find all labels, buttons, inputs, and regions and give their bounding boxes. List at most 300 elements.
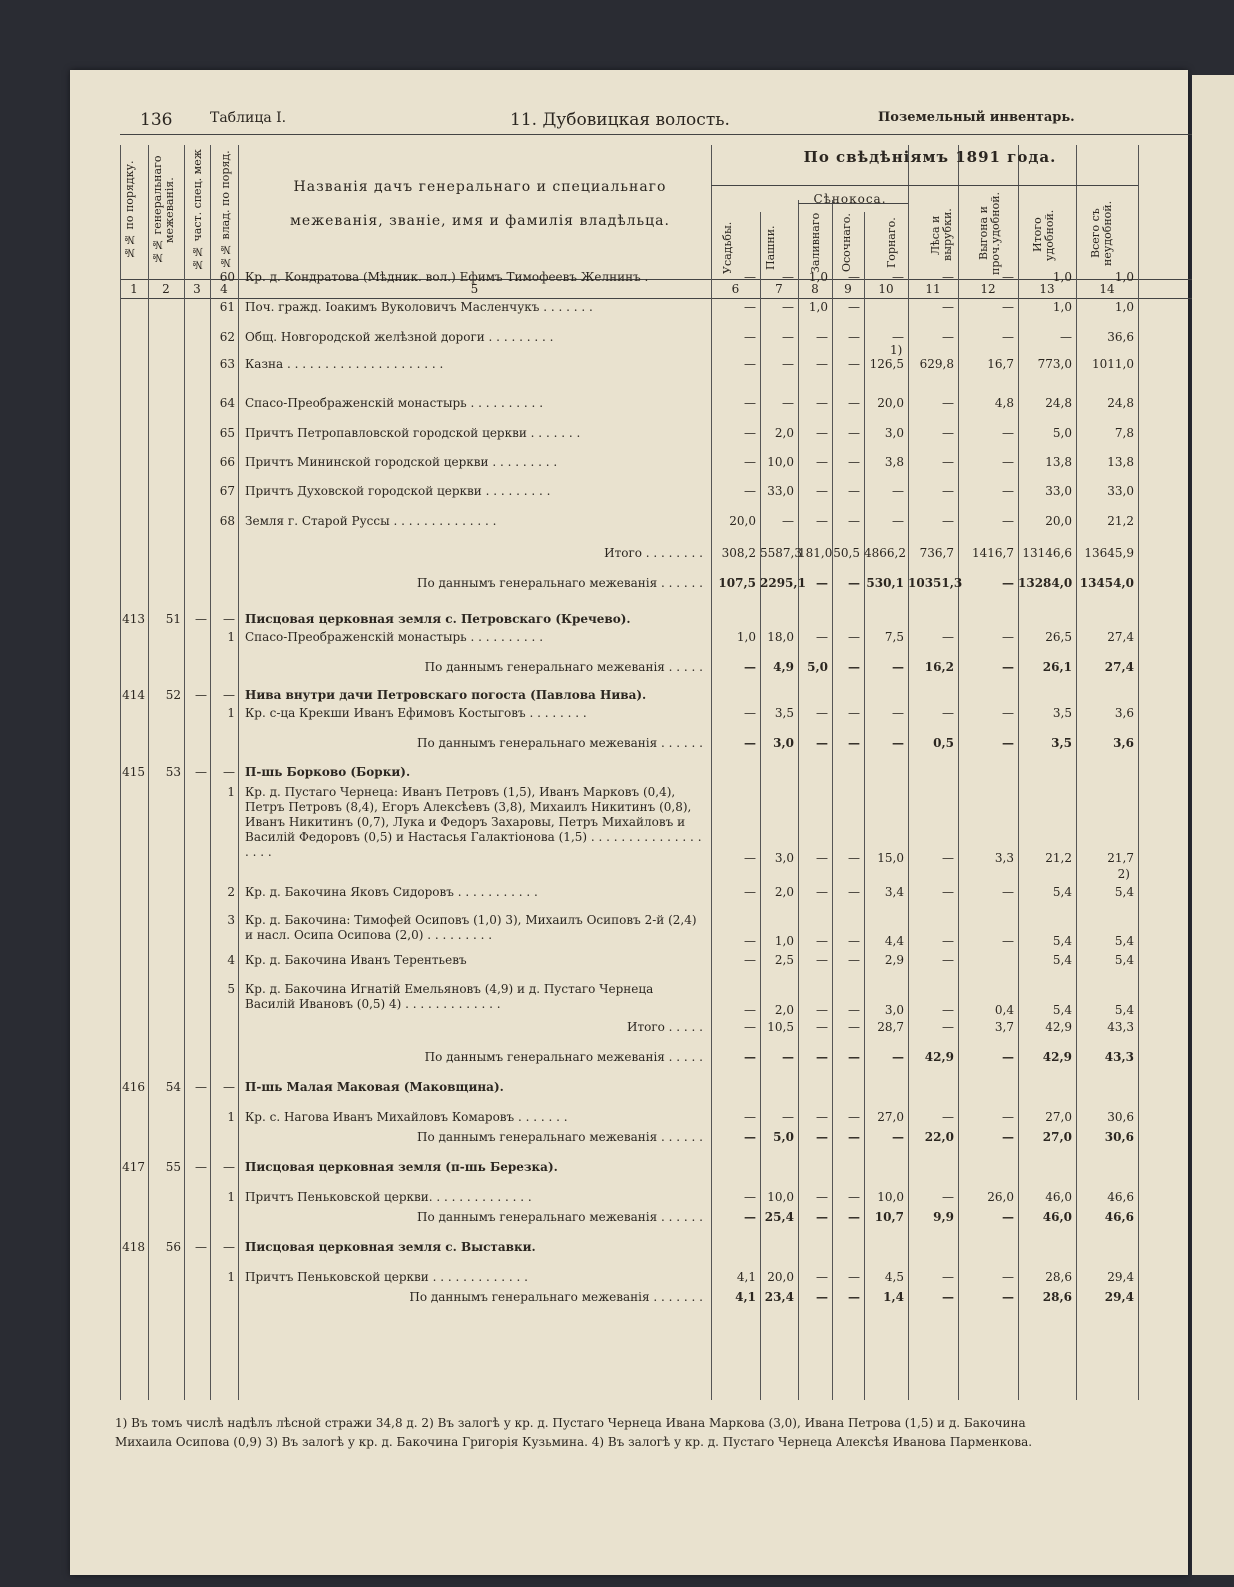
row-value: 2,0 (774, 1003, 794, 1017)
row-value: — (744, 1020, 756, 1034)
row-value: — (816, 706, 828, 720)
row-value: — (848, 1110, 860, 1124)
row-value: 33,0 (1045, 484, 1072, 498)
row-n4: 1 (227, 1110, 235, 1124)
row-n1: 413 (122, 612, 145, 626)
row-value: — (816, 1130, 828, 1144)
row-value: 2,5 (774, 953, 794, 967)
column-number: 6 (731, 282, 740, 296)
row-value: 7,5 (884, 630, 904, 644)
row-value: — (848, 660, 860, 674)
col-header-8: Заливнаго (809, 212, 822, 273)
row-value: — (1002, 514, 1014, 528)
column-line (1138, 145, 1139, 1400)
row-value: — (848, 1290, 860, 1304)
row-value: — (848, 514, 860, 528)
row-value: 308,2 (721, 546, 756, 560)
owner-name: Кр. д. Бакочина Яковъ Сидоровъ . . . . . . . . . . . (245, 885, 538, 899)
row-n3: — (195, 1160, 207, 1174)
summary-label: По даннымъ генеральнаго межеванія . . . . . . . (409, 1290, 703, 1304)
row-value: — (848, 736, 860, 750)
summary-label: По даннымъ генеральнаго межеванія . . . . . (424, 1050, 703, 1064)
owner-name: Причтъ Пеньковской церкви. . . . . . . . . . . . . . (245, 1190, 532, 1204)
row-n4: 62 (219, 330, 235, 344)
row-value: 24,8 (1045, 396, 1072, 410)
row-value: 30,6 (1104, 1130, 1134, 1144)
row-value: — (1002, 630, 1014, 644)
row-value: — (942, 1290, 954, 1304)
document-page (70, 70, 1188, 1575)
row-value: 10,0 (767, 1190, 794, 1204)
owner-name: Кр. д. Бакочина: Тимофей Осиповъ (1,0) 3), Михаилъ Осиповъ 2-й (2,4) и насл. Осипа Осипова (2,0) . . . . . . . . . (245, 913, 697, 942)
row-value: — (816, 426, 828, 440)
row-value: 20,0 (729, 514, 756, 528)
owner-name: Поч. гражд. Іоакимъ Вуколовичъ Масленчукъ . . . . . . . (245, 300, 593, 314)
footnote-line-2: Михаила Осипова (0,9) 3) Въ залогѣ у кр. д. Бакочина Григорія Кузьмина. 4) Въ залогѣ у кр. д. Пустаго Чернеца Алексѣя Иванова Парменкова. (115, 1435, 1033, 1449)
row-value: — (942, 455, 954, 469)
row-n2: 55 (165, 1160, 181, 1174)
row-n4: 4 (227, 953, 235, 967)
row-value: — (848, 357, 860, 371)
row-value: — (848, 1130, 860, 1144)
row-value: 5,0 (1052, 426, 1072, 440)
row-value: — (1002, 706, 1014, 720)
row-value: — (942, 630, 954, 644)
column-number-rule (120, 298, 1210, 299)
row-n2: 53 (165, 765, 181, 779)
section-title: П-шь Малая Маковая (Маковщина). (245, 1080, 504, 1094)
footnote-ref: 2) (1117, 867, 1130, 881)
row-value: — (816, 1020, 828, 1034)
row-value: — (1002, 426, 1014, 440)
row-n3: — (195, 1240, 207, 1254)
row-value: — (892, 706, 904, 720)
row-n1: 417 (122, 1160, 145, 1174)
row-value: 10,0 (877, 1190, 904, 1204)
row-value: — (744, 953, 756, 967)
row-value: — (782, 357, 794, 371)
row-value: — (744, 934, 756, 948)
row-value: — (816, 1003, 828, 1017)
row-value: 1,0 (736, 630, 756, 644)
row-value: 3,7 (994, 1020, 1014, 1034)
row-n4: 66 (219, 455, 235, 469)
row-value: 181,0 (798, 546, 833, 560)
page-number: 136 (140, 110, 173, 130)
row-value: — (942, 396, 954, 410)
row-value: 5,0 (807, 660, 828, 674)
row-n1: 414 (122, 688, 145, 702)
row-value: — (816, 1050, 828, 1064)
column-number: 12 (980, 282, 996, 296)
row-value: 5,4 (1052, 953, 1072, 967)
row-value: 46,6 (1107, 1190, 1134, 1204)
column-number: 5 (470, 282, 479, 296)
row-value: 46,0 (1045, 1190, 1072, 1204)
row-value: — (816, 484, 828, 498)
row-value: — (1002, 300, 1014, 314)
row-value: — (942, 484, 954, 498)
row-n4: — (223, 1160, 235, 1174)
row-value: 28,6 (1042, 1290, 1072, 1304)
col-header-6: Усадьбы. (721, 221, 734, 274)
row-value: — (942, 1270, 954, 1284)
row-value: 21,2 (1045, 851, 1072, 865)
row-value: 20,0 (1045, 514, 1072, 528)
row-value: 16,7 (987, 357, 1014, 371)
row-value: 5,4 (1052, 1003, 1072, 1017)
row-value: — (848, 1020, 860, 1034)
row-value: 5,4 (1114, 953, 1134, 967)
row-value: 5,4 (1052, 934, 1072, 948)
section-title: Писцовая церковная земля (п-шь Березка). (245, 1160, 558, 1174)
row-value: — (1002, 660, 1014, 674)
row-value: 42,9 (1042, 1050, 1072, 1064)
col-header-11: Лѣса и вырубки. (929, 208, 954, 262)
row-value: 10,0 (767, 455, 794, 469)
row-value: — (744, 736, 756, 750)
row-value: — (1002, 484, 1014, 498)
row-value: — (744, 1050, 756, 1064)
row-value: — (744, 1190, 756, 1204)
row-value: 5,4 (1114, 934, 1134, 948)
row-value: 28,6 (1045, 1270, 1072, 1284)
owner-name: Спасо-Преображенскій монастырь . . . . . . . . . . (245, 630, 544, 644)
row-value: 33,0 (1107, 484, 1134, 498)
row-value: — (1002, 1130, 1014, 1144)
row-value: — (816, 1270, 828, 1284)
row-value: 773,0 (1037, 357, 1072, 371)
row-value: — (1002, 934, 1014, 948)
row-value: — (942, 953, 954, 967)
row-n1: 418 (122, 1240, 145, 1254)
row-value: 13645,9 (1084, 546, 1134, 560)
row-n4: 61 (219, 300, 235, 314)
row-n2: 52 (165, 688, 181, 702)
row-value: — (816, 851, 828, 865)
row-value: — (744, 396, 756, 410)
row-value: — (816, 576, 828, 590)
row-value: — (848, 576, 860, 590)
row-value: — (848, 851, 860, 865)
row-value: — (848, 1050, 860, 1064)
row-value: — (1002, 736, 1014, 750)
row-n3: — (195, 612, 207, 626)
row-value: 3,8 (884, 455, 904, 469)
row-value: 20,0 (767, 1270, 794, 1284)
row-value: 4,5 (884, 1270, 904, 1284)
row-value: — (1002, 270, 1014, 284)
row-value: — (816, 736, 828, 750)
row-value: — (848, 885, 860, 899)
row-value: — (744, 706, 756, 720)
row-value: — (744, 885, 756, 899)
column-number: 10 (878, 282, 894, 296)
row-value: 3,6 (1113, 736, 1134, 750)
row-value: — (782, 1050, 794, 1064)
summary-label: По даннымъ генеральнаго межеванія . . . . . (424, 660, 703, 674)
row-value: — (848, 1270, 860, 1284)
row-value: 43,3 (1107, 1020, 1134, 1034)
owner-name: Земля г. Старой Руссы . . . . . . . . . . . . . . (245, 514, 497, 528)
row-value: — (942, 426, 954, 440)
row-value: — (782, 300, 794, 314)
row-value: 29,4 (1104, 1290, 1134, 1304)
row-value: 1,0 (774, 934, 794, 948)
row-value: — (744, 1110, 756, 1124)
row-value: 4,1 (736, 1270, 756, 1284)
row-n4: 2 (227, 885, 235, 899)
row-value: — (892, 660, 904, 674)
row-value: — (1002, 455, 1014, 469)
row-value: — (942, 1110, 954, 1124)
row-value: 4,1 (735, 1290, 756, 1304)
row-value: — (1060, 330, 1072, 344)
row-value: — (1002, 1050, 1014, 1064)
row-value: 3,0 (774, 851, 794, 865)
row-n4: — (223, 612, 235, 626)
row-value: 9,9 (933, 1210, 954, 1224)
row-value: — (1002, 885, 1014, 899)
column-number: 13 (1039, 282, 1055, 296)
row-value: 0,5 (933, 736, 954, 750)
row-value: 10351,3 (908, 576, 963, 590)
section-title: Писцовая церковная земля с. Выставки. (245, 1240, 536, 1254)
row-value: — (744, 330, 756, 344)
row-n4: 1 (227, 706, 235, 720)
row-value: 23,4 (764, 1290, 794, 1304)
row-value: — (848, 953, 860, 967)
row-value: 1011,0 (1092, 357, 1134, 371)
row-value: 2,0 (774, 426, 794, 440)
summary-label: По даннымъ генеральнаго межеванія . . . . . . (416, 736, 703, 750)
row-value: — (892, 1050, 904, 1064)
header-rule (120, 134, 1210, 135)
row-value: — (744, 270, 756, 284)
row-value: 27,0 (1042, 1130, 1072, 1144)
row-value: — (782, 270, 794, 284)
row-value: — (816, 396, 828, 410)
row-value: 16,2 (924, 660, 954, 674)
row-value: — (782, 1110, 794, 1124)
row-value: — (1002, 330, 1014, 344)
column-number: 9 (844, 282, 852, 296)
row-value: — (848, 1210, 860, 1224)
row-value: 2295,1 (760, 576, 806, 590)
column-number: 14 (1099, 282, 1115, 296)
owner-name: Кр. д. Пустаго Чернеца: Иванъ Петровъ (1,5), Иванъ Марковъ (0,4), Петръ Петровъ (8,4), Егоръ Алексѣевъ (3,8), Михаилъ Никитинъ (0,8), Иванъ Никитинъ (0,7), Лука и Федоръ Захаровы, Петръ Михайловъ и Василій Федоровъ (0,5) и Настасья Галактіонова (1,5) . . . . . . . . . . . . . . . . . . . (245, 785, 702, 859)
owner-name: Кр. д. Бакочина Игнатій Емельяновъ (4,9) и д. Пустаго Чернеца Василій Ивановъ (0,5) 4) . . . . . . . . . . . . . (245, 982, 654, 1011)
row-value: 5587,3 (760, 546, 802, 560)
adjacent-page-edge (1192, 75, 1234, 1575)
section-title: П-шь Борково (Борки). (245, 765, 411, 779)
owner-name: Кр. с-ца Крекши Иванъ Ефимовъ Костыговъ . . . . . . . . (245, 706, 587, 720)
row-value: 24,8 (1107, 396, 1134, 410)
row-value: 3,0 (884, 426, 904, 440)
row-value: — (848, 396, 860, 410)
row-value: 13284,0 (1018, 576, 1073, 590)
row-value: — (1002, 1210, 1014, 1224)
owner-name: Общ. Новгородской желѣзной дороги . . . . . . . . . (245, 330, 554, 344)
summary-label: Итого . . . . . . . . (604, 546, 703, 560)
row-value: — (942, 300, 954, 314)
row-value: — (816, 357, 828, 371)
row-value: 3,0 (884, 1003, 904, 1017)
row-value: — (1002, 576, 1014, 590)
row-value: — (744, 484, 756, 498)
row-n4: — (223, 1080, 235, 1094)
row-value: 3,5 (774, 706, 794, 720)
row-value: 27,4 (1104, 660, 1134, 674)
row-value: — (942, 851, 954, 865)
row-value: — (816, 1190, 828, 1204)
row-value: 22,0 (924, 1130, 954, 1144)
row-n3: — (195, 765, 207, 779)
row-value: 43,3 (1104, 1050, 1134, 1064)
owner-name: Кр. с. Нагова Иванъ Михайловъ Комаровъ . . . . . . . (245, 1110, 568, 1124)
summary-label: Итого . . . . . (627, 1020, 703, 1034)
row-value: — (744, 1130, 756, 1144)
table-label: Таблица I. (210, 110, 287, 126)
row-value: 21,2 (1107, 514, 1134, 528)
col-header-9: Осочнаго. (840, 213, 853, 272)
column-number: 2 (162, 282, 170, 296)
row-value: 46,6 (1104, 1210, 1134, 1224)
row-value: — (816, 630, 828, 644)
col-header-14: Всего съ неудобной. (1089, 200, 1114, 267)
row-n2: 56 (165, 1240, 181, 1254)
row-value: 7,8 (1114, 426, 1134, 440)
column-number: 7 (775, 282, 783, 296)
summary-label: По даннымъ генеральнаго межеванія . . . . . . (416, 576, 703, 590)
row-value: 28,7 (877, 1020, 904, 1034)
row-value: — (942, 706, 954, 720)
row-value: — (942, 1190, 954, 1204)
summary-label: По даннымъ генеральнаго межеванія . . . . . . (416, 1130, 703, 1144)
row-value: — (1002, 1290, 1014, 1304)
row-value: 2,9 (884, 953, 904, 967)
row-value: 3,3 (994, 851, 1014, 865)
row-value: 1,0 (1052, 270, 1072, 284)
row-value: 42,9 (1045, 1020, 1072, 1034)
row-value: 107,5 (718, 576, 756, 590)
row-value: 5,0 (773, 1130, 794, 1144)
row-value: — (816, 934, 828, 948)
row-value: 530,1 (866, 576, 904, 590)
col-header-4: №№ влад. по поряд. (219, 150, 232, 270)
row-value: 3,0 (773, 736, 794, 750)
col-header-12: Выгона и проч.удобной. (977, 191, 1002, 275)
summary-label: По даннымъ генеральнаго межеванія . . . . . . (416, 1210, 703, 1224)
row-value: 46,0 (1042, 1210, 1072, 1224)
row-n4: 5 (227, 982, 235, 996)
row-value: 10,7 (874, 1210, 904, 1224)
row-value: — (848, 484, 860, 498)
row-n4: 60 (219, 270, 235, 284)
row-value: 5,4 (1114, 1003, 1134, 1017)
row-value: 629,8 (919, 357, 954, 371)
row-value: 3,5 (1052, 706, 1072, 720)
row-value: — (942, 1003, 954, 1017)
senokosa-header: Сѣнокоса. (813, 192, 887, 206)
section-title: Нива внутри дачи Петровскаго погоста (Павлова Нива). (245, 688, 647, 702)
row-value: 26,5 (1045, 630, 1072, 644)
row-value: 5,4 (1052, 885, 1072, 899)
row-value: — (1002, 1110, 1014, 1124)
right-title: Поземельный инвентарь. (878, 110, 1075, 125)
col-header-13: Итого удобной. (1031, 209, 1056, 261)
row-value: — (816, 330, 828, 344)
row-value: 3,5 (1051, 736, 1072, 750)
row-value: 1416,7 (972, 546, 1014, 560)
row-value: — (816, 885, 828, 899)
row-value: — (848, 426, 860, 440)
row-n2: 54 (165, 1080, 181, 1094)
owner-name: Причтъ Духовской городской церкви . . . . . . . . . (245, 484, 551, 498)
row-value: 1,0 (1114, 270, 1134, 284)
row-value: — (942, 934, 954, 948)
col-header-5: Названія дачъ генеральнаго и специальнаго межеванія, званіе, имя и фамилія владѣльца. (290, 179, 670, 229)
row-value: 20,0 (877, 396, 904, 410)
row-value: 3,4 (884, 885, 904, 899)
row-value: 13,8 (1107, 455, 1134, 469)
row-value: 27,0 (1045, 1110, 1072, 1124)
row-n3: — (195, 688, 207, 702)
row-value: — (892, 736, 904, 750)
row-value: 29,4 (1107, 1270, 1134, 1284)
owner-name: Причтъ Петропавловской городской церкви . . . . . . . (245, 426, 581, 440)
row-value: — (816, 1290, 828, 1304)
row-n2: 51 (165, 612, 181, 626)
row-value: — (744, 300, 756, 314)
row-value: 15,0 (877, 851, 904, 865)
row-value: 13454,0 (1079, 576, 1134, 590)
row-value: — (848, 630, 860, 644)
row-value: — (782, 514, 794, 528)
row-value: — (782, 330, 794, 344)
row-value: 13,8 (1045, 455, 1072, 469)
row-value: 26,1 (1042, 660, 1072, 674)
row-value: 4866,2 (864, 546, 906, 560)
row-value: 42,9 (924, 1050, 954, 1064)
row-value: — (892, 270, 904, 284)
column-number: 4 (220, 282, 228, 296)
row-value: — (848, 300, 860, 314)
row-value: — (848, 455, 860, 469)
row-value: — (816, 1210, 828, 1224)
row-value: — (744, 455, 756, 469)
row-value: — (816, 514, 828, 528)
row-value: 5,4 (1114, 885, 1134, 899)
row-value: 1,4 (883, 1290, 904, 1304)
row-value: — (782, 396, 794, 410)
row-value: — (744, 1210, 756, 1224)
row-value: — (848, 934, 860, 948)
row-value: 26,0 (987, 1190, 1014, 1204)
owner-name: Казна . . . . . . . . . . . . . . . . . . . . . (245, 357, 444, 371)
row-n4: 1 (227, 1270, 235, 1284)
row-n4: — (223, 765, 235, 779)
row-n4: 67 (219, 484, 235, 498)
row-value: 33,0 (767, 484, 794, 498)
row-value: — (892, 1130, 904, 1144)
row-value: — (848, 1190, 860, 1204)
row-value: — (744, 660, 756, 674)
row-n4: 3 (227, 913, 235, 927)
row-value: — (816, 455, 828, 469)
footnote-ref: 1) (890, 343, 903, 357)
col-header-1: №№ по порядку. (123, 160, 136, 260)
